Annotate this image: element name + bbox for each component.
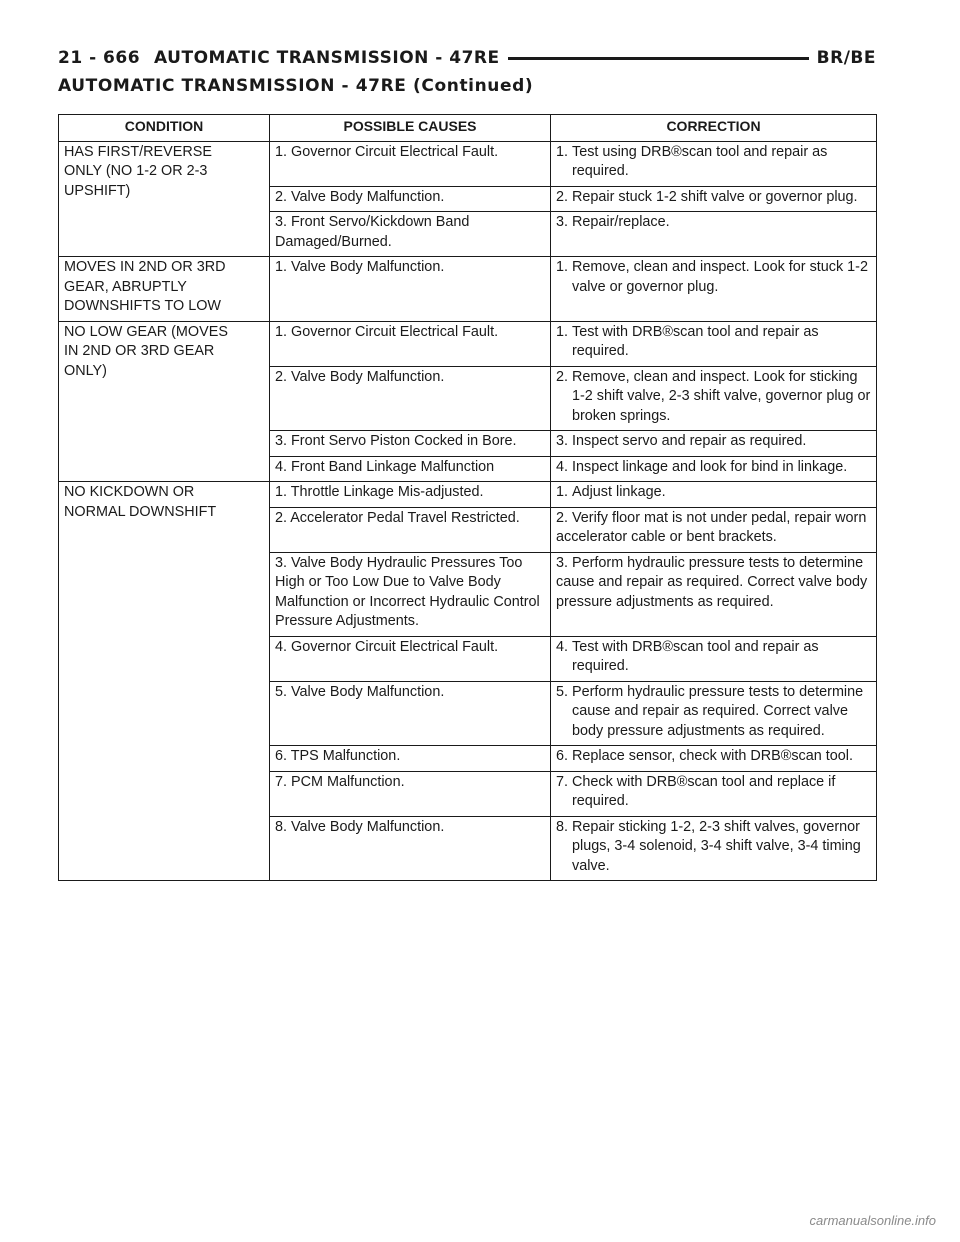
- correction-text-wrap: [556, 683, 872, 742]
- correction-number: 1.: [556, 143, 572, 160]
- possible-cause-cell: 2. Valve Body Malfunction.: [270, 366, 551, 431]
- correction-cell: [551, 257, 877, 322]
- possible-cause-cell: 5. Valve Body Malfunction.: [270, 681, 551, 746]
- correction-number: 3.: [556, 214, 572, 230]
- correction-number: 1.: [556, 259, 572, 275]
- correction-text-wrap: [556, 368, 872, 427]
- correction-text-wrap: [556, 188, 872, 208]
- column-header-condition: CONDITION: [59, 115, 270, 142]
- possible-cause-cell: 4. Front Band Linkage Malfunction: [270, 456, 551, 482]
- correction-text-wrap: [556, 432, 872, 452]
- section-heading: AUTOMATIC TRANSMISSION - 47RE (Continued): [58, 76, 534, 96]
- chapter-title: AUTOMATIC TRANSMISSION - 47RE: [154, 48, 500, 68]
- correction-number: 6.: [556, 748, 572, 764]
- possible-cause-cell: 1. Valve Body Malfunction.: [270, 257, 551, 322]
- model-code: BR/BE: [816, 48, 876, 68]
- correction-cell: [551, 186, 877, 212]
- possible-cause-cell: 8. Valve Body Malfunction.: [270, 816, 551, 881]
- condition-cell: MOVES IN 2ND OR 3RD GEAR, ABRUPTLY DOWNSHIFTS TO LOW: [59, 257, 270, 322]
- correction-text-wrap: [556, 554, 872, 613]
- correction-text: Remove, clean and inspect. Look for stuck 1-2 valve or governor plug.: [572, 259, 868, 295]
- correction-number: 3.: [556, 433, 572, 449]
- correction-text: Remove, clean and inspect. Look for sticking 1-2 shift valve, 2-3 shift valve, governor plug or broken springs.: [572, 368, 871, 424]
- page-header: [58, 44, 876, 72]
- correction-text-wrap: [556, 638, 872, 677]
- correction-number: 2.: [556, 368, 572, 385]
- correction-text: Test with DRB®scan tool and repair as required.: [572, 323, 819, 359]
- correction-cell: [551, 681, 877, 746]
- correction-text: Adjust linkage.: [572, 484, 666, 500]
- condition-cell: NO LOW GEAR (MOVES IN 2ND OR 3RD GEAR ONLY): [59, 321, 270, 482]
- correction-cell: [551, 482, 877, 508]
- possible-cause-cell: 1. Governor Circuit Electrical Fault.: [270, 141, 551, 186]
- correction-cell: [551, 141, 877, 186]
- correction-text-wrap: [556, 509, 872, 548]
- possible-cause-cell: 1. Throttle Linkage Mis-adjusted.: [270, 482, 551, 508]
- condition-cell: HAS FIRST/REVERSE ONLY (NO 1-2 OR 2-3 UPSHIFT): [59, 141, 270, 257]
- correction-text-wrap: [556, 323, 872, 362]
- table-body: [59, 141, 877, 881]
- column-header-possible-causes: POSSIBLE CAUSES: [270, 115, 551, 142]
- correction-cell: [551, 636, 877, 681]
- correction-text: Replace sensor, check with DRB®scan tool.: [572, 748, 853, 764]
- column-header-correction: CORRECTION: [551, 115, 877, 142]
- correction-text-wrap: [556, 458, 872, 478]
- possible-cause-cell: 4. Governor Circuit Electrical Fault.: [270, 636, 551, 681]
- correction-cell: [551, 431, 877, 457]
- possible-cause-cell: 3. Valve Body Hydraulic Pressures Too High or Too Low Due to Valve Body Malfunction or Incorrect Hydraulic Control Pressure Adjustments.: [270, 552, 551, 636]
- correction-number: 1.: [556, 484, 572, 500]
- correction-text: 2. Verify floor mat is not under pedal, repair worn accelerator cable or bent brackets.: [556, 509, 867, 545]
- correction-number: 5.: [556, 683, 572, 700]
- condition-cell: NO KICKDOWN OR NORMAL DOWNSHIFT: [59, 482, 270, 881]
- correction-text: Inspect servo and repair as required.: [572, 433, 807, 449]
- possible-cause-cell: 3. Front Servo Piston Cocked in Bore.: [270, 431, 551, 457]
- correction-cell: [551, 456, 877, 482]
- correction-cell: [551, 552, 877, 636]
- table-row: [59, 482, 877, 508]
- correction-cell: [551, 816, 877, 881]
- possible-cause-cell: 2. Valve Body Malfunction.: [270, 186, 551, 212]
- correction-cell: [551, 366, 877, 431]
- correction-text: Perform hydraulic pressure tests to determine cause and repair as required. Correct valve body pressure adjustments as required.: [572, 683, 864, 739]
- correction-text-wrap: [556, 773, 872, 812]
- correction-number: 1.: [556, 323, 572, 340]
- correction-text: 3. Perform hydraulic pressure tests to determine cause and repair as required. Correct valve body pressure adjustments as required.: [556, 554, 868, 610]
- correction-cell: [551, 771, 877, 816]
- correction-number: 8.: [556, 818, 572, 835]
- page-number: 21 - 666: [58, 48, 141, 68]
- correction-text: Repair sticking 1-2, 2-3 shift valves, governor plugs, 3-4 solenoid, 3-4 shift valve, 3-4 timing valve.: [572, 818, 861, 874]
- header-rule: [508, 57, 809, 60]
- correction-text-wrap: [556, 818, 872, 877]
- correction-text-wrap: [556, 213, 872, 233]
- table-header-row: [59, 115, 877, 142]
- correction-cell: [551, 507, 877, 552]
- possible-cause-cell: 6. TPS Malfunction.: [270, 746, 551, 772]
- correction-text-wrap: [556, 143, 872, 182]
- correction-number: 4.: [556, 638, 572, 655]
- correction-cell: [551, 746, 877, 772]
- correction-text: Repair stuck 1-2 shift valve or governor plug.: [572, 188, 858, 205]
- correction-text: Test with DRB®scan tool and repair as required.: [572, 638, 819, 674]
- correction-text: Repair/replace.: [572, 214, 670, 230]
- correction-text: Inspect linkage and look for bind in linkage.: [572, 458, 848, 475]
- correction-cell: [551, 212, 877, 257]
- diagnosis-table: [58, 114, 877, 881]
- possible-cause-cell: 1. Governor Circuit Electrical Fault.: [270, 321, 551, 366]
- table-row: [59, 321, 877, 366]
- watermark: carmanualsonline.info: [809, 1213, 936, 1228]
- correction-text: Test using DRB®scan tool and repair as required.: [572, 143, 828, 179]
- possible-cause-cell: 7. PCM Malfunction.: [270, 771, 551, 816]
- correction-text: Check with DRB®scan tool and replace if required.: [572, 773, 836, 809]
- correction-number: 2.: [556, 188, 572, 205]
- table-row: [59, 141, 877, 186]
- correction-text-wrap: [556, 483, 872, 503]
- correction-cell: [551, 321, 877, 366]
- table-row: [59, 257, 877, 322]
- correction-number: 4.: [556, 458, 572, 475]
- correction-text-wrap: [556, 258, 872, 297]
- possible-cause-cell: 3. Front Servo/Kickdown Band Damaged/Burned.: [270, 212, 551, 257]
- correction-number: 7.: [556, 773, 572, 790]
- possible-cause-cell: 2. Accelerator Pedal Travel Restricted.: [270, 507, 551, 552]
- correction-text-wrap: [556, 747, 872, 767]
